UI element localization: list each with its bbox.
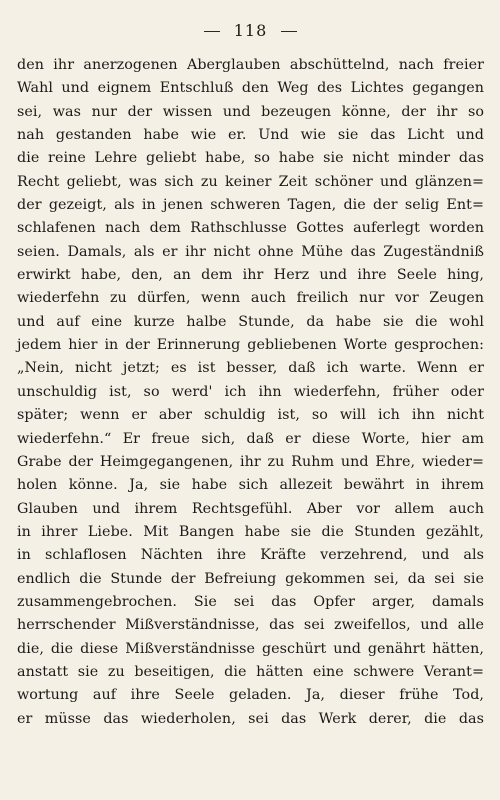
text-line: wortung auf ihre Seele geladen. Ja, dieser frühe Tod,: [17, 687, 484, 704]
text-line: in schlaflosen Nächten ihre Kräfte verzehrend, und als: [17, 547, 484, 564]
text-line: jedem hier in der Erinnerung gebliebenen Worte gesprochen:: [17, 337, 484, 354]
text-line: „Nein, nicht jetzt; es ist besser, daß ich warte. Wenn er: [17, 360, 484, 377]
text-line: später; wenn er aber schuldig ist, so will ich ihn nicht: [17, 407, 484, 424]
text-line: herrschender Mißverständnisse, das sei zweifellos, und alle: [17, 617, 484, 634]
text-line: er müsse das wiederholen, sei das Werk derer, die das: [17, 710, 484, 727]
text-line: und auf eine kurze halbe Stunde, da habe sie die wohl: [17, 313, 484, 330]
text-line: die reine Lehre geliebt habe, so habe sie nicht minder das: [17, 150, 484, 167]
text-line: der gezeigt, als in jenen schweren Tagen, die der selig Ent=: [17, 197, 484, 214]
text-line: Wahl und eignem Entschluß den Weg des Lichtes gegangen: [17, 80, 484, 97]
text-line: zusammengebrochen. Sie sei das Opfer arger, damals: [17, 593, 484, 610]
text-line: Glauben und ihrem Rechtsgefühl. Aber vor allem auch: [17, 500, 484, 517]
text-line: Recht geliebt, was sich zu keiner Zeit schöner und glänzen=: [17, 173, 484, 190]
page-header: [17, 18, 484, 42]
text-line: erwirkt habe, den, an dem ihr Herz und ihre Seele hing,: [17, 267, 484, 284]
page-number: 118: [233, 20, 268, 40]
header-dash-right: [281, 31, 297, 32]
text-line: holen könne. Ja, sie habe sich allezeit bewährt in ihrem: [17, 477, 484, 494]
text-line: Grabe der Heimgegangenen, ihr zu Ruhm und Ehre, wieder=: [17, 453, 484, 470]
text-line: sei, was nur der wissen und bezeugen könne, der ihr so: [17, 103, 484, 120]
text-line: wiederfehn zu dürfen, wenn auch freilich nur vor Zeugen: [17, 290, 484, 307]
header-dash-left: [204, 31, 220, 32]
text-line: schlafenen nach dem Rathschlusse Gottes auferlegt worden: [17, 220, 484, 237]
text-line: wiederfehn.“ Er freue sich, daß er diese Worte, hier am: [17, 430, 484, 447]
text-line: den ihr anerzogenen Aberglauben abschüttelnd, nach freier: [17, 57, 484, 73]
text-line: anstatt sie zu beseitigen, die hätten eine schwere Verant=: [17, 663, 484, 680]
text-line: seien. Damals, als er ihr nicht ohne Mühe das Zugeständniß: [17, 243, 484, 260]
body-text: [17, 54, 484, 731]
text-line: die, die diese Mißverständnisse geschürt und genährt hätten,: [17, 640, 484, 657]
text-line: nah gestanden habe wie er. Und wie sie das Licht und: [17, 127, 484, 144]
text-line: unschuldig ist, so werd' ich ihn wiederfehn, früher oder: [17, 383, 484, 400]
text-line: endlich die Stunde der Befreiung gekommen sei, da sei sie: [17, 570, 484, 587]
text-line: in ihrer Liebe. Mit Bangen habe sie die Stunden gezählt,: [17, 523, 484, 540]
